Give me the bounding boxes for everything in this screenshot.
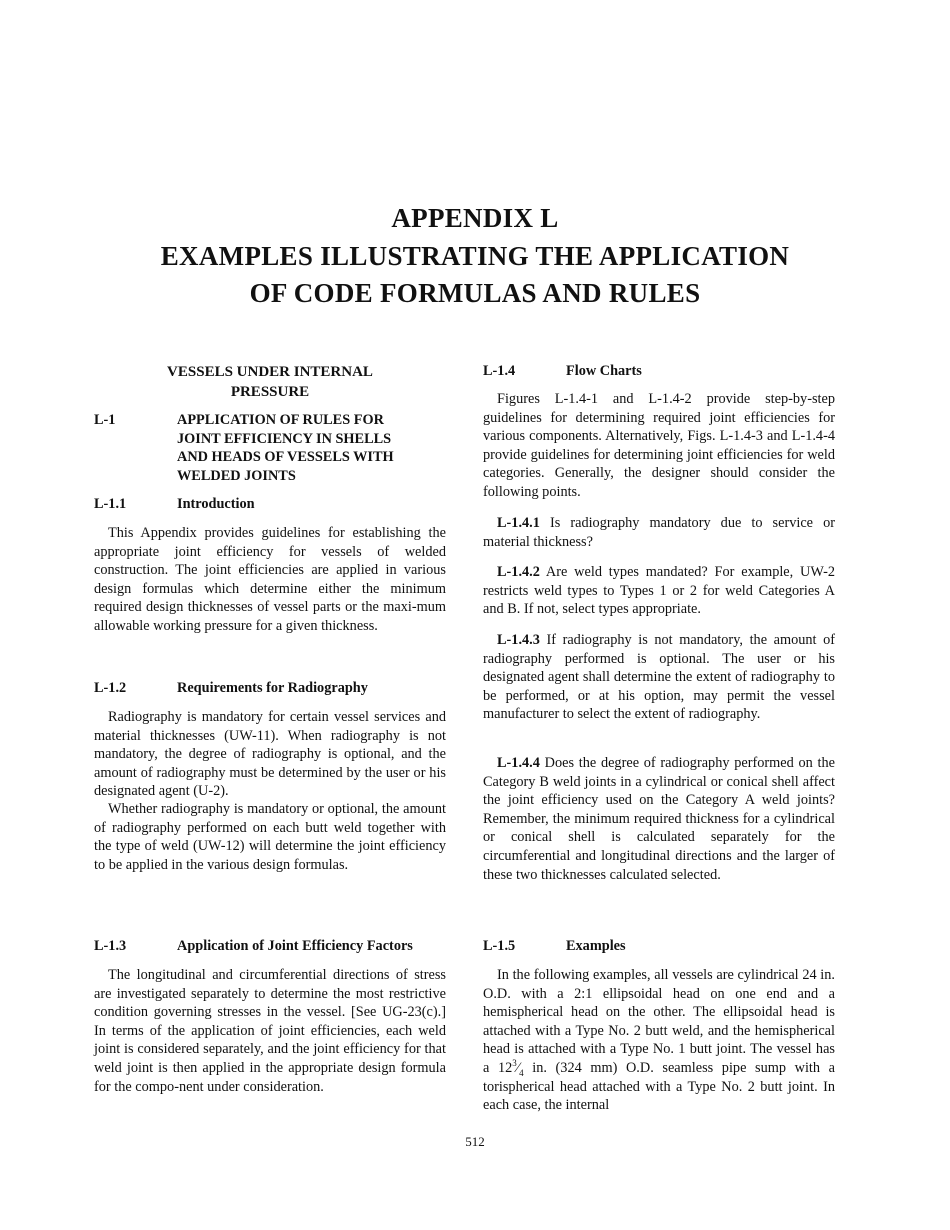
right-column [483, 0, 835, 1230]
section-title-line-1: VESSELS UNDER INTERNAL [167, 364, 373, 380]
paragraph-l1-4-2 [483, 563, 835, 619]
heading-l1-2 [94, 679, 446, 698]
heading-l1-3 [94, 937, 446, 956]
item-text: Does the degree of radiography performed on the Category B weld joints in a cylindrical or conical shell affect the joint efficiency used on the Category A weld joints? Remember, the minimum required thickness for a cylindrical or conical shell is calculated separately for the circumferential and longitudinal directions and the larger of these two thicknesses calculated selected. [483, 755, 835, 883]
heading-l1-5 [483, 937, 835, 956]
heading-text: Requirements for Radiography [177, 680, 368, 696]
paragraph-l1-4-4 [483, 754, 835, 884]
fraction-numerator: 3 [512, 1058, 517, 1069]
appendix-title: APPENDIX L [391, 203, 559, 233]
heading-number: L-1.4 [483, 363, 516, 379]
paragraph-introduction: This Appendix provides guidelines for establishing the appropriate joint efficiency for vessels of welded construction. The joint efficiencies are applied in various design formulas which determine either the minimum required design thicknesses of vessel parts or the maxi-mum allowable working pressure for a given thickness. [94, 525, 446, 634]
document-title-line-1: EXAMPLES ILLUSTRATING THE APPLICATION [160, 241, 790, 271]
item-text: Is radiography mandatory due to service or material thickness? [483, 515, 835, 550]
heading-number: L-1.5 [483, 938, 516, 954]
heading-l1-1 [94, 495, 446, 514]
paragraph-flow-charts: Figures L-1.4-1 and L-1.4-2 provide step-by-step guidelines for determining required joint efficiencies for various components. Alternatively, Figs. L-1.4-3 and L-1.4-4 provide guidelines for determining joint efficiencies for weld categories. Generally, the designer should consider the following points. [483, 391, 835, 500]
heading-text-line-1: APPLICATION OF RULES FOR [177, 412, 384, 428]
item-number: L-1.4.4 [497, 755, 540, 771]
heading-text-line-3: AND HEADS OF VESSELS WITH [177, 449, 394, 466]
section-title-line-2: PRESSURE [230, 384, 310, 400]
item-number: L-1.4.2 [497, 564, 540, 580]
heading-text: Flow Charts [566, 363, 642, 379]
heading-text-line-4: WELDED JOINTS [177, 467, 296, 484]
fraction-denominator: 4 [519, 1067, 524, 1078]
heading-number: L-1.2 [94, 680, 127, 696]
page-number: 512 [465, 1134, 485, 1149]
item-text: Are weld types mandated? For example, UW-2 restricts weld types to Types 1 or 2 for weld Categories A and B. If not, select types appropriate. [483, 564, 835, 618]
paragraph-radiography-2: Whether radiography is mandatory or optional, the amount of radiography performed on each butt weld together with the type of weld (UW-12) will determine the joint efficiency to be applied in the various design formulas. [94, 801, 446, 873]
heading-text-line-2: JOINT EFFICIENCY IN SHELLS [177, 430, 392, 447]
examples-text-a: In the following examples, all vessels are cylindrical 24 in. O.D. with a 2:1 ellipsoidal head on one end and a hemispherical head on the other. The ellipsoidal head is attached with a Type No. 2 butt weld, and the hemispherical head is attached with a Type No. 1 butt joint. The vessel has a 12 [483, 967, 835, 1076]
heading-text: Introduction [177, 496, 255, 512]
heading-text: Application of Joint Efficiency Factors [177, 938, 413, 954]
heading-l1 [94, 411, 446, 485]
paragraph-l1-4-3 [483, 631, 835, 724]
heading-number: L-1.3 [94, 938, 127, 954]
left-column [94, 0, 446, 1230]
document-title-line-2: OF CODE FORMULAS AND RULES [249, 278, 701, 308]
paragraph-radiography-1: Radiography is mandatory for certain vessel services and material thicknesses (UW-11). When radiography is not mandatory, the degree of radiography is optional, and the amount of radiography must be determined by the user or his designated agent (U-2). [94, 709, 446, 800]
paragraph-examples [483, 966, 835, 1115]
item-number: L-1.4.1 [497, 515, 540, 531]
fraction-slash: ⁄ [516, 1059, 520, 1076]
heading-text: Examples [566, 938, 626, 954]
heading-l1-4 [483, 362, 835, 381]
heading-number: L-1 [94, 412, 116, 428]
paragraph-joint-efficiency: The longitudinal and circumferential directions of stress are investigated separately to determine the most restrictive condition governing stresses in the vessel. [See UG-23(c).] In terms of the application of joint efficiencies, each weld joint is considered separately, and the joint efficiency for that weld joint is then applied in the appropriate design formula for the compo-nent under consideration. [94, 967, 446, 1095]
section-title [94, 362, 446, 402]
item-number: L-1.4.3 [497, 632, 540, 648]
examples-text-b: in. (324 mm) O.D. seamless pipe sump with a torispherical head attached with a Type No. 2 butt joint. In each case, the internal [483, 1059, 835, 1114]
item-text: If radiography is not mandatory, the amount of radiography performed is optional. The user or his designated agent shall determine the extent of radiography to be performed, or at his option, may permit the vessel manufacturer to select the extent of radiography. [483, 632, 835, 723]
paragraph-l1-4-1 [483, 514, 835, 551]
heading-number: L-1.1 [94, 496, 127, 512]
